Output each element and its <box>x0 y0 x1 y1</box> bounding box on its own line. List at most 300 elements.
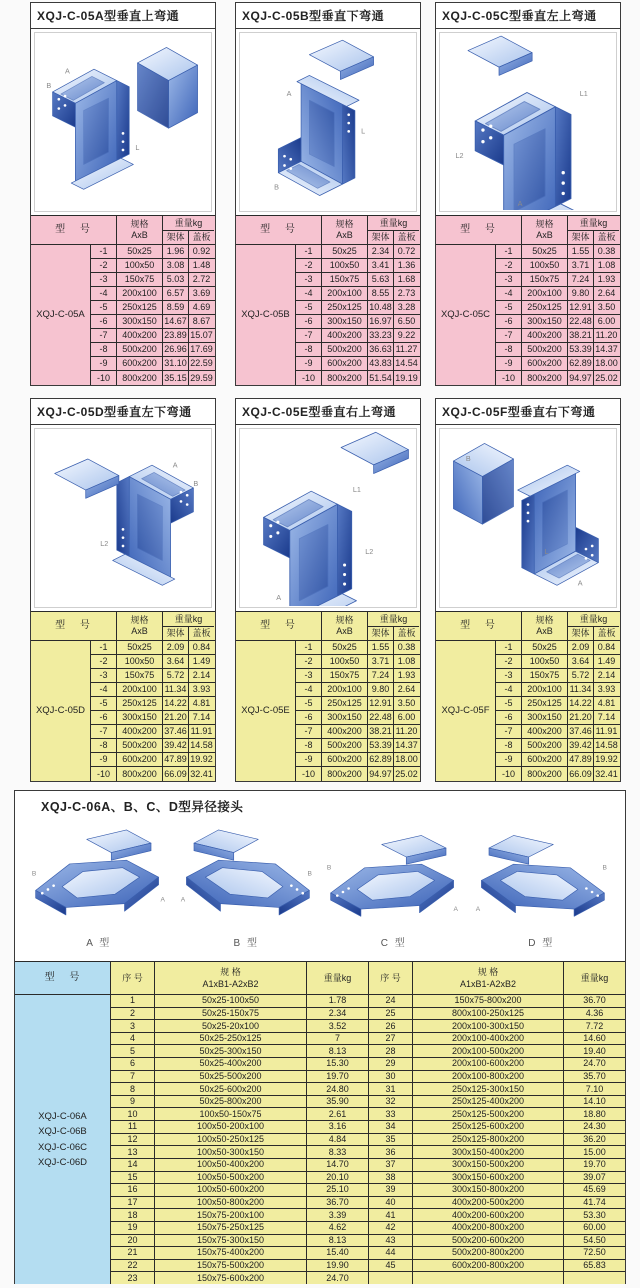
row-spec-right: 200x100-800x200 <box>413 1071 564 1083</box>
row-index: -7 <box>91 329 117 342</box>
row-no-right: 43 <box>369 1235 413 1247</box>
row-frame-weight: 11.34 <box>163 683 189 696</box>
row-weight-left: 2.61 <box>307 1108 369 1120</box>
row-weight-left: 4.84 <box>307 1134 369 1146</box>
spec-row <box>91 753 215 767</box>
reducer-row <box>111 1134 625 1147</box>
row-spec-left: 50x25-300x150 <box>155 1045 307 1057</box>
spec-table-05b <box>236 215 420 385</box>
svg-text:A: A <box>65 66 70 76</box>
row-spec-right: 400x200-800x200 <box>413 1222 564 1234</box>
col-header-spec: 规格 AxB <box>522 216 568 244</box>
row-weight-left: 8.33 <box>307 1146 369 1158</box>
row-spec: 400x200 <box>522 725 568 738</box>
row-spec: 50x25 <box>322 245 368 258</box>
row-no-left: 13 <box>111 1146 155 1158</box>
row-spec-right: 200x100-400x200 <box>413 1033 564 1045</box>
row-spec: 300x150 <box>322 711 368 724</box>
col-header-weight: 重量kg <box>568 216 619 231</box>
col-header-spec: 规格 AxB <box>322 612 368 640</box>
row-index: -4 <box>496 287 522 300</box>
row-spec: 600x200 <box>117 357 163 370</box>
col-header-frame: 架体 <box>368 231 394 244</box>
reducer-row <box>111 1071 625 1084</box>
row-index: -4 <box>496 683 522 696</box>
row-index: -3 <box>296 669 322 682</box>
spec-row <box>91 697 215 711</box>
row-index: -9 <box>91 753 117 766</box>
svg-text:B: B <box>46 80 52 90</box>
row-cover-weight: 3.28 <box>397 302 416 312</box>
row-frame-weight: 26.96 <box>163 343 189 356</box>
row-frame-weight: 3.08 <box>163 259 189 272</box>
row-no-left: 9 <box>111 1096 155 1108</box>
row-spec-left: 100x50-400x200 <box>155 1159 307 1171</box>
row-spec: 600x200 <box>522 753 568 766</box>
row-frame-weight: 8.55 <box>368 287 394 300</box>
row-weight-right: 36.70 <box>583 995 606 1006</box>
row-weight-left: 20.10 <box>307 1172 369 1184</box>
spec-row <box>296 371 420 385</box>
panel-05e <box>235 398 421 782</box>
spec-row <box>91 259 215 273</box>
row-cover-weight: 11.91 <box>595 726 618 736</box>
row-spec-left: 50x25-250x125 <box>155 1033 307 1045</box>
row-spec: 50x25 <box>322 641 368 654</box>
row-frame-weight: 5.72 <box>568 669 594 682</box>
row-spec: 400x200 <box>322 329 368 342</box>
row-frame-weight: 51.54 <box>368 371 394 385</box>
row-cover-weight: 14.37 <box>595 344 618 354</box>
row-frame-weight: 66.09 <box>568 767 594 781</box>
spec-table-05a <box>31 215 215 385</box>
row-weight-left: 24.70 <box>307 1272 369 1284</box>
row-spec: 150x75 <box>117 669 163 682</box>
row-index: -5 <box>296 697 322 710</box>
row-weight-left: 4.62 <box>307 1222 369 1234</box>
row-spec: 300x150 <box>117 315 163 328</box>
row-frame-weight: 39.42 <box>163 739 189 752</box>
spec-row <box>496 343 620 357</box>
row-spec-left: 50x25-150x75 <box>155 1008 307 1020</box>
row-spec: 100x50 <box>522 259 568 272</box>
model-label: XQJ-C-06A <box>38 1110 87 1122</box>
row-spec-right: 600x200-800x200 <box>413 1260 564 1272</box>
row-no-left: 20 <box>111 1235 155 1247</box>
row-cover-weight: 1.68 <box>397 274 416 284</box>
svg-text:A: A <box>476 906 481 914</box>
row-spec-right: 300x150-600x200 <box>413 1172 564 1184</box>
reducer-row <box>111 1058 625 1071</box>
row-no-right: 25 <box>369 1008 413 1020</box>
row-index: -6 <box>496 711 522 724</box>
row-weight-right: 14.60 <box>583 1033 606 1044</box>
row-cover-weight: 1.48 <box>192 260 211 270</box>
row-frame-weight: 22.48 <box>368 711 394 724</box>
row-no-right: 45 <box>369 1260 413 1272</box>
row-frame-weight: 23.89 <box>163 329 189 342</box>
row-spec: 500x200 <box>117 343 163 356</box>
row-spec: 300x150 <box>322 315 368 328</box>
svg-text:A: A <box>160 896 165 904</box>
panel-title: XQJ-C-05B型垂直下弯通 <box>236 3 420 29</box>
row-spec: 800x200 <box>322 767 368 781</box>
row-cover-weight: 9.22 <box>397 330 416 340</box>
row-no-left: 23 <box>111 1272 155 1284</box>
spec-row <box>496 301 620 315</box>
row-index: -4 <box>296 287 322 300</box>
row-cover-weight: 1.49 <box>597 656 616 666</box>
reducer-row <box>111 1197 625 1210</box>
row-frame-weight: 10.48 <box>368 301 394 314</box>
model-label: XQJ-C-06B <box>38 1126 87 1137</box>
row-spec: 150x75 <box>322 273 368 286</box>
panel-05a <box>30 2 216 386</box>
row-index: -9 <box>296 753 322 766</box>
row-no-right: 36 <box>369 1146 413 1158</box>
col-header-cover: 盖板 <box>192 628 211 638</box>
row-no-left: 12 <box>111 1134 155 1146</box>
svg-text:B: B <box>602 864 608 872</box>
row-frame-weight: 3.41 <box>368 259 394 272</box>
row-no-left: 2 <box>111 1008 155 1020</box>
spec-row <box>91 343 215 357</box>
row-cover-weight: 15.07 <box>190 330 213 340</box>
spec-row <box>496 739 620 753</box>
row-spec: 200x100 <box>522 287 568 300</box>
reducer-c-drawing <box>321 828 467 932</box>
row-spec: 500x200 <box>117 739 163 752</box>
row-no-left: 5 <box>111 1045 155 1057</box>
elbow-down-drawing <box>243 34 413 210</box>
row-spec-left: 150x75-300x150 <box>155 1235 307 1247</box>
reducer-row <box>111 1008 625 1021</box>
row-index: -1 <box>296 245 322 258</box>
spec-row <box>496 259 620 273</box>
spec-row <box>91 669 215 683</box>
reducer-row <box>111 1159 625 1172</box>
spec-row <box>296 641 420 655</box>
spec-row <box>296 753 420 767</box>
row-weight-right: 36.20 <box>583 1134 606 1144</box>
row-weight-right: 15.00 <box>583 1146 606 1157</box>
spec-row <box>496 753 620 767</box>
row-cover-weight: 11.91 <box>190 726 213 736</box>
section-06-panel <box>14 790 626 1284</box>
col-header-cover: 盖板 <box>597 232 616 242</box>
spec-row <box>91 273 215 287</box>
row-index: -4 <box>91 287 117 300</box>
row-spec: 400x200 <box>522 329 568 342</box>
row-index: -1 <box>91 641 117 654</box>
model-label: XQJ-C-05B <box>236 245 296 385</box>
col-header-weight: 重量kg <box>568 612 619 627</box>
row-spec-left: 100x50-150x75 <box>155 1108 307 1120</box>
model-label: XQJ-C-05A <box>31 245 91 385</box>
row-spec-left: 150x75-500x200 <box>155 1260 307 1272</box>
row-cover-weight: 19.92 <box>190 754 213 764</box>
row-weight-right: 19.40 <box>583 1045 606 1056</box>
svg-text:B: B <box>307 870 313 878</box>
row-spec: 150x75 <box>522 669 568 682</box>
row-frame-weight: 2.09 <box>568 641 594 654</box>
row-no-right: 32 <box>369 1096 413 1108</box>
svg-text:A: A <box>453 906 458 914</box>
row-cover-weight: 2.14 <box>597 670 616 680</box>
reducer-row <box>111 1209 625 1222</box>
row-weight-left: 1.78 <box>307 995 369 1007</box>
row-index: -7 <box>496 725 522 738</box>
type-label-c: C 型 <box>380 938 407 949</box>
row-index: -10 <box>91 767 117 781</box>
model-label: XQJ-C-05F <box>436 641 496 781</box>
row-frame-weight: 3.64 <box>568 655 594 668</box>
row-index: -2 <box>91 655 117 668</box>
col-header-model: 型 号 <box>436 216 522 244</box>
row-weight-right: 7.72 <box>585 1020 604 1031</box>
row-cover-weight: 1.93 <box>597 274 616 284</box>
row-spec: 500x200 <box>522 739 568 752</box>
row-weight-right: 60.00 <box>583 1222 606 1233</box>
row-cover-weight: 7.14 <box>597 712 616 722</box>
row-frame-weight: 14.67 <box>163 315 189 328</box>
row-cover-weight: 3.93 <box>192 684 211 694</box>
row-no-right: 37 <box>369 1159 413 1171</box>
row-no-left: 16 <box>111 1184 155 1196</box>
row-spec: 100x50 <box>117 655 163 668</box>
row-index: -7 <box>91 725 117 738</box>
row-spec: 200x100 <box>322 683 368 696</box>
row-spec-left: 100x50-200x100 <box>155 1121 307 1133</box>
row-index: -9 <box>496 357 522 370</box>
col-header-spec: 规格 AxB <box>117 216 163 244</box>
spec-table-05d <box>31 611 215 781</box>
row-frame-weight: 9.80 <box>368 683 394 696</box>
spec-row <box>91 245 215 259</box>
row-frame-weight: 37.46 <box>163 725 189 738</box>
row-spec: 50x25 <box>522 245 568 258</box>
row-frame-weight: 1.55 <box>568 245 594 258</box>
spec-row <box>296 245 420 259</box>
spec-row <box>496 287 620 301</box>
row-cover-weight: 14.58 <box>595 740 618 750</box>
row-cover-weight: 2.72 <box>192 274 211 284</box>
row-spec: 200x100 <box>117 683 163 696</box>
row-cover-weight: 14.37 <box>395 740 418 750</box>
row-spec: 800x200 <box>322 371 368 385</box>
row-spec: 150x75 <box>522 273 568 286</box>
panel-title: XQJ-C-05F型垂直右下弯通 <box>436 399 620 425</box>
reducer-row <box>111 1272 625 1284</box>
row-frame-weight: 12.91 <box>568 301 594 314</box>
spec-row <box>496 357 620 371</box>
row-index: -8 <box>296 739 322 752</box>
row-index: -3 <box>91 669 117 682</box>
row-cover-weight: 3.50 <box>597 302 616 312</box>
svg-text:B: B <box>31 870 37 878</box>
row-weight-right: 35.70 <box>583 1070 606 1081</box>
row-spec: 600x200 <box>522 357 568 370</box>
svg-text:A: A <box>577 578 583 588</box>
row-cover-weight: 1.93 <box>397 670 416 680</box>
spec-row <box>296 739 420 753</box>
spec-row <box>496 329 620 343</box>
reducer-row <box>111 1083 625 1096</box>
row-no-left: 22 <box>111 1260 155 1272</box>
svg-text:L1: L1 <box>579 89 588 99</box>
row-cover-weight: 2.73 <box>397 288 416 298</box>
row-spec-right: 500x200-600x200 <box>413 1235 564 1247</box>
row-spec-left: 50x25-400x200 <box>155 1058 307 1070</box>
row-index: -3 <box>496 273 522 286</box>
row-no-left: 10 <box>111 1108 155 1120</box>
row-weight-left: 15.30 <box>307 1058 369 1070</box>
row-frame-weight: 14.22 <box>163 697 189 710</box>
row-cover-weight: 2.64 <box>597 288 616 298</box>
row-spec-left: 100x50-600x200 <box>155 1184 307 1196</box>
row-spec: 200x100 <box>322 287 368 300</box>
row-index: -8 <box>91 739 117 752</box>
spec-row <box>296 259 420 273</box>
col-header-weight: 重量kg <box>163 216 214 231</box>
row-spec-left: 50x25-100x50 <box>155 995 307 1007</box>
col-header-model: 型 号 <box>236 216 322 244</box>
row-cover-weight: 7.14 <box>192 712 211 722</box>
row-index: -1 <box>496 245 522 258</box>
row-index: -3 <box>496 669 522 682</box>
row-index: -5 <box>91 697 117 710</box>
reducer-row <box>111 1222 625 1235</box>
reducer-row <box>111 995 625 1008</box>
row-spec-right: 250x125-600x200 <box>413 1121 564 1133</box>
row-spec: 300x150 <box>117 711 163 724</box>
row-no-right: 44 <box>369 1247 413 1259</box>
row-spec-left: 50x25-600x200 <box>155 1083 307 1095</box>
row-spec: 250x125 <box>117 697 163 710</box>
row-no-left: 4 <box>111 1033 155 1045</box>
row-spec-left: 100x50-800x200 <box>155 1197 307 1209</box>
row-cover-weight: 14.58 <box>190 740 213 750</box>
row-frame-weight: 16.97 <box>368 315 394 328</box>
row-frame-weight: 5.63 <box>368 273 394 286</box>
row-index: -2 <box>496 259 522 272</box>
row-no-right: 28 <box>369 1045 413 1057</box>
row-cover-weight: 4.69 <box>192 302 211 312</box>
svg-text:L: L <box>361 126 366 136</box>
row-weight-left: 3.52 <box>307 1020 369 1032</box>
reducer-figure-b <box>173 828 321 949</box>
row-spec: 250x125 <box>322 697 368 710</box>
spec-row <box>296 357 420 371</box>
row-cover-weight: 19.92 <box>595 754 618 764</box>
row-cover-weight: 32.41 <box>595 768 618 779</box>
row-index: -2 <box>296 259 322 272</box>
spec-row <box>91 725 215 739</box>
row-index: -8 <box>91 343 117 356</box>
spec-row <box>296 655 420 669</box>
row-frame-weight: 9.80 <box>568 287 594 300</box>
row-frame-weight: 12.91 <box>368 697 394 710</box>
col-header-weight-left: 重量kg <box>307 962 369 994</box>
row-index: -5 <box>91 301 117 314</box>
svg-text:L2: L2 <box>365 547 374 557</box>
svg-text:B: B <box>326 864 332 872</box>
row-frame-weight: 38.21 <box>568 329 594 342</box>
svg-text:L2: L2 <box>100 538 109 548</box>
row-frame-weight: 2.09 <box>163 641 189 654</box>
row-cover-weight: 11.20 <box>595 330 618 340</box>
panel-title: XQJ-C-05E型垂直右上弯通 <box>236 399 420 425</box>
row-cover-weight: 11.27 <box>395 344 418 354</box>
row-cover-weight: 11.20 <box>395 726 418 736</box>
row-frame-weight: 47.89 <box>163 753 189 766</box>
row-no-left: 17 <box>111 1197 155 1209</box>
row-frame-weight: 1.55 <box>368 641 394 654</box>
row-weight-right: 19.70 <box>583 1159 606 1170</box>
row-index: -6 <box>296 315 322 328</box>
spec-row <box>496 697 620 711</box>
spec-row <box>496 641 620 655</box>
col-header-weight: 重量kg <box>368 216 419 231</box>
row-weight-right: 65.83 <box>583 1260 606 1271</box>
spec-row <box>91 767 215 781</box>
row-frame-weight: 94.97 <box>568 371 594 385</box>
row-cover-weight: 32.41 <box>190 768 213 779</box>
row-index: -3 <box>296 273 322 286</box>
row-spec: 500x200 <box>522 343 568 356</box>
reducer-figure-a <box>25 828 173 949</box>
row-index: -5 <box>496 301 522 314</box>
row-index: -9 <box>91 357 117 370</box>
elbow-up-drawing <box>38 34 208 210</box>
row-cover-weight: 0.92 <box>192 246 211 256</box>
row-frame-weight: 62.89 <box>368 753 394 766</box>
spec-row <box>91 287 215 301</box>
svg-text:A: A <box>181 896 186 904</box>
row-index: -10 <box>91 371 117 385</box>
col-header-cover: 盖板 <box>192 232 211 242</box>
row-spec: 50x25 <box>522 641 568 654</box>
spec-row <box>91 739 215 753</box>
row-weight-right: 53.30 <box>583 1209 606 1220</box>
row-spec-right: 250x125-500x200 <box>413 1108 564 1120</box>
row-spec: 50x25 <box>117 641 163 654</box>
row-no-right: 29 <box>369 1058 413 1070</box>
row-index: -7 <box>296 329 322 342</box>
row-spec-left: 100x50-500x200 <box>155 1172 307 1184</box>
row-cover-weight: 2.64 <box>397 684 416 694</box>
row-weight-left: 19.70 <box>307 1071 369 1083</box>
row-spec-right: 250x125-400x200 <box>413 1096 564 1108</box>
reducer-row <box>111 1121 625 1134</box>
row-cover-weight: 19.19 <box>395 372 418 383</box>
row-no-right: 40 <box>369 1197 413 1209</box>
row-spec: 500x200 <box>322 343 368 356</box>
row-no-left: 3 <box>111 1020 155 1032</box>
col-header-model: 型 号 <box>31 216 117 244</box>
row-spec-right: 200x100-500x200 <box>413 1045 564 1057</box>
row-spec: 800x200 <box>522 767 568 781</box>
col-header-model: 型 号 <box>31 612 117 640</box>
col-header-no-right: 序 号 <box>369 962 413 994</box>
reducer-b-drawing <box>173 828 319 932</box>
row-cover-weight: 29.59 <box>190 372 213 383</box>
elbow-left-down-drawing <box>38 430 208 606</box>
svg-text:B: B <box>193 478 199 488</box>
row-spec: 200x100 <box>117 287 163 300</box>
row-cover-weight: 0.84 <box>192 642 211 652</box>
svg-text:L2: L2 <box>455 151 464 161</box>
